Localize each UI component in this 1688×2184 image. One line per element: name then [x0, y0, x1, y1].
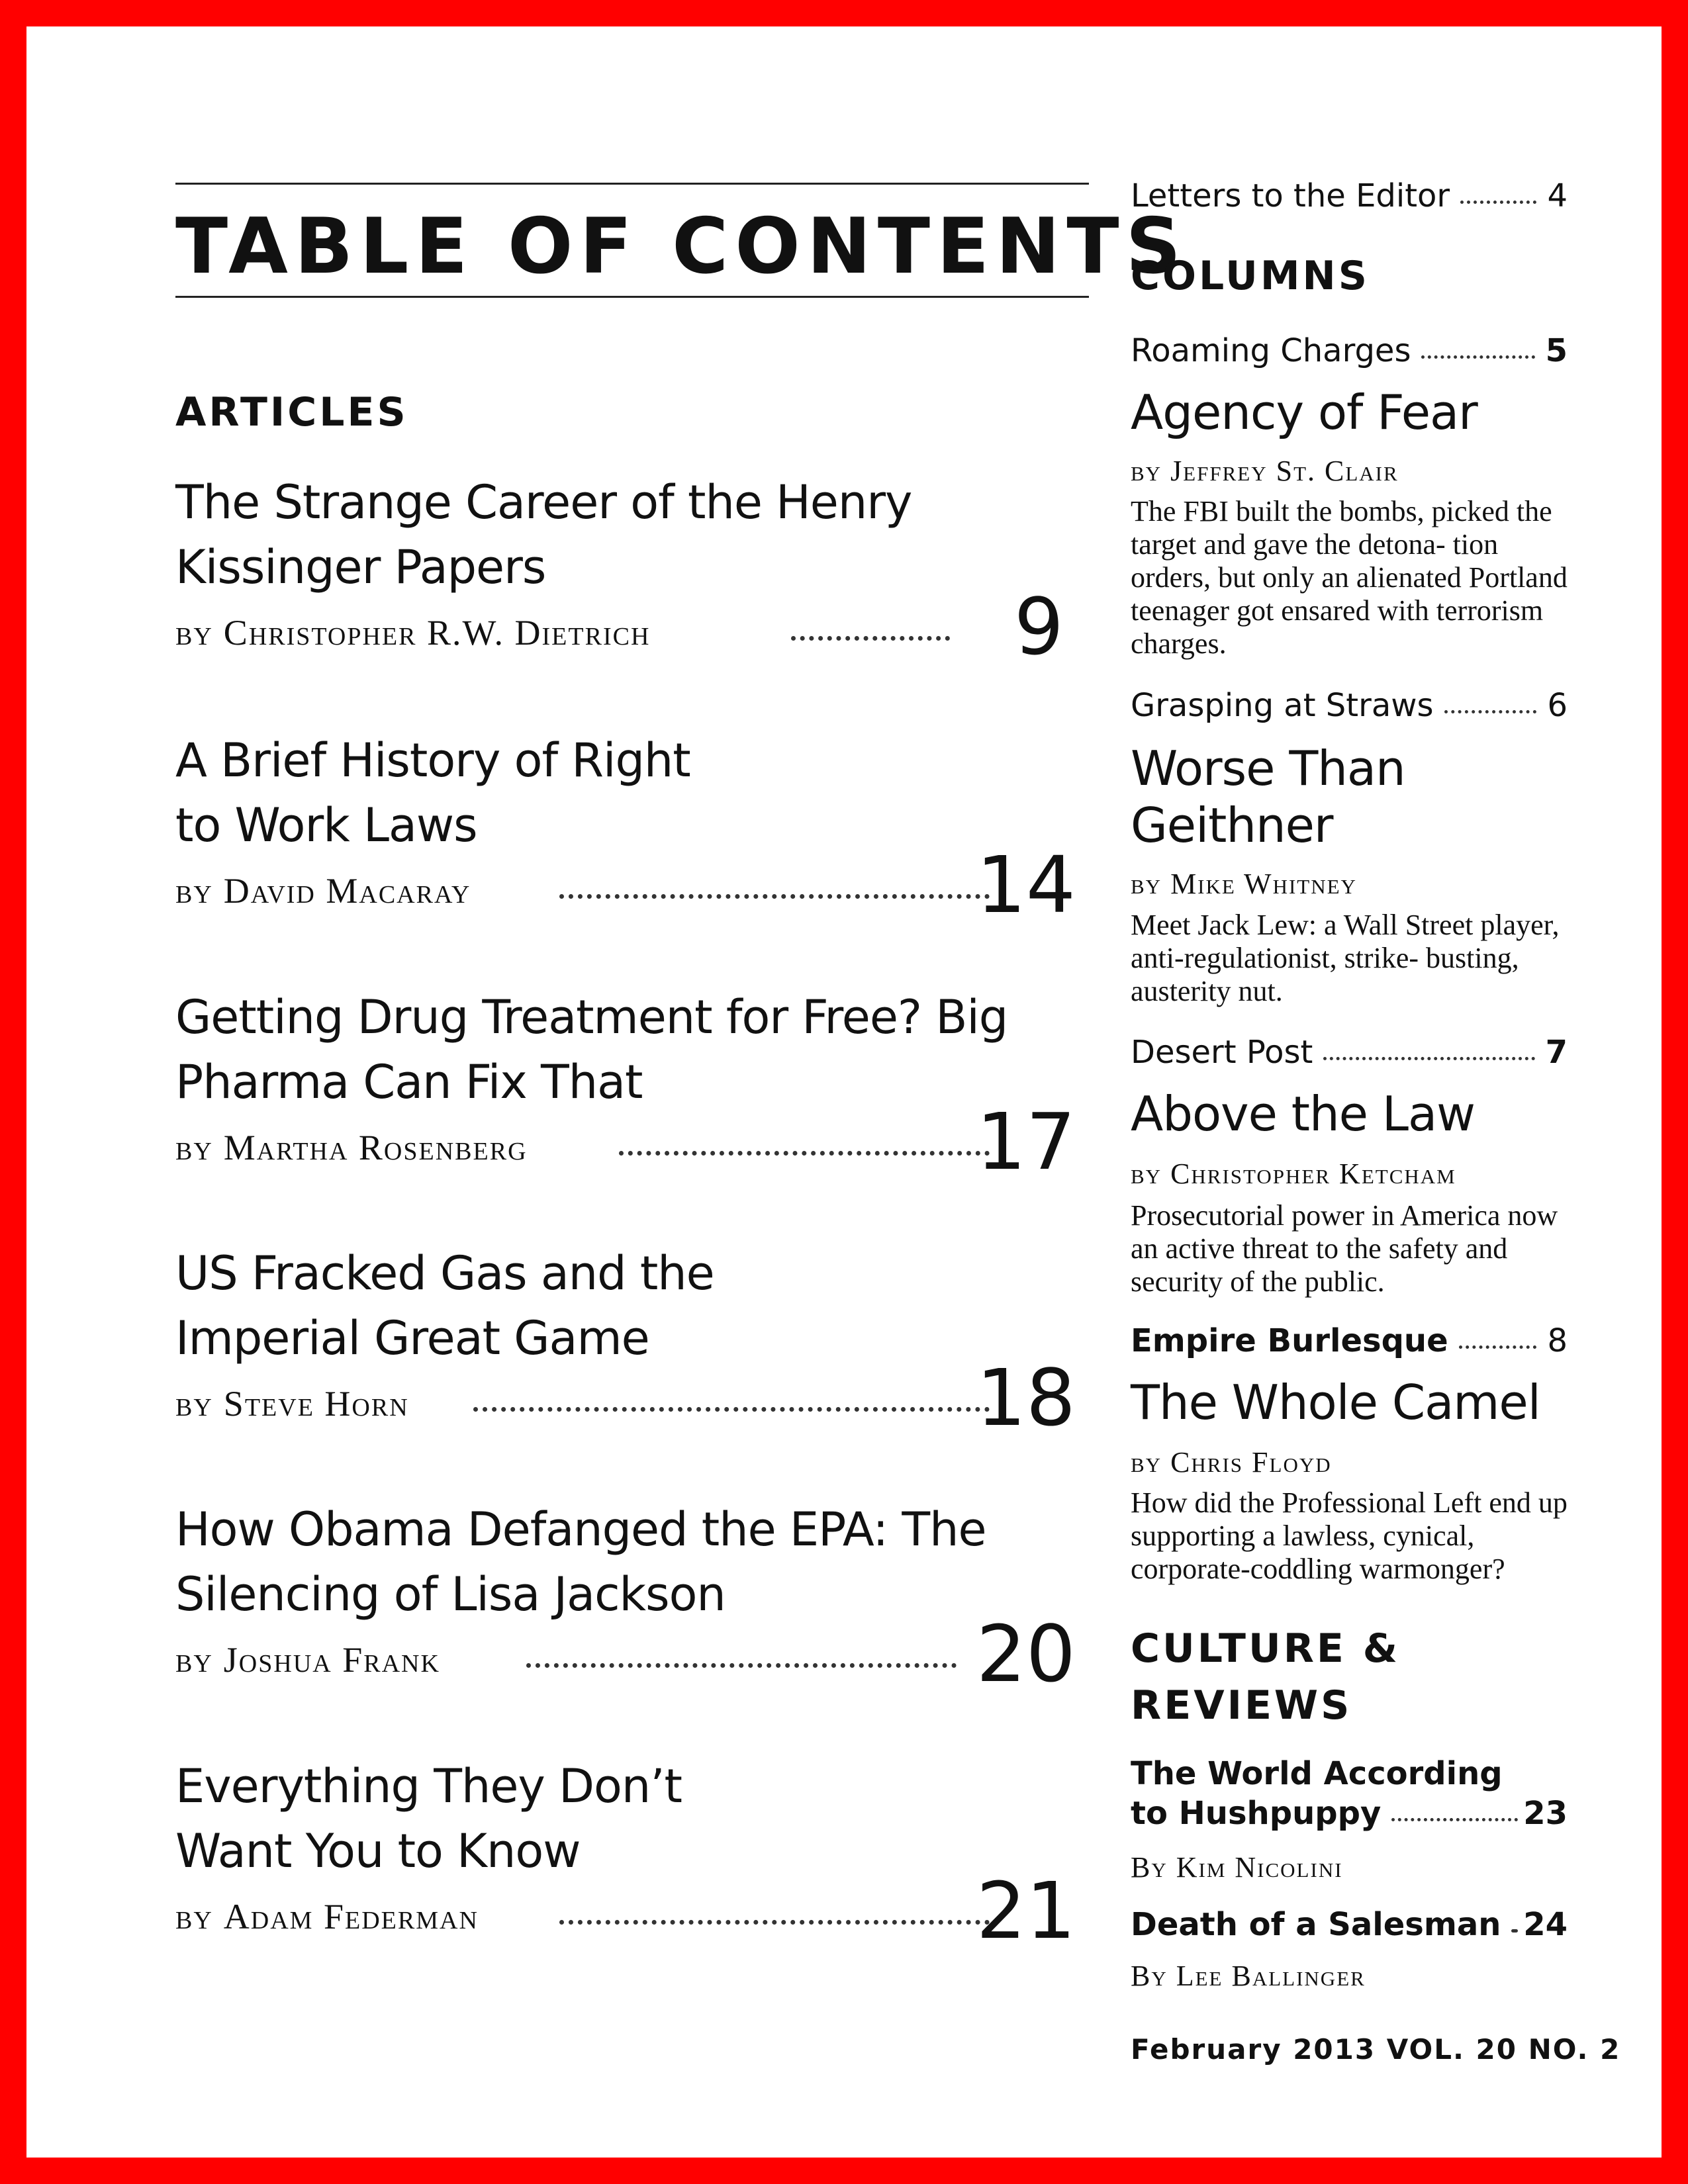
article-title[interactable]: Everything They Don’t Want You to Know [175, 1759, 682, 1878]
article-byline [175, 1896, 479, 1942]
article-title[interactable]: How Obama Defanged the EPA: The Silencing of Lisa Jackson [175, 1502, 986, 1621]
article-entry[interactable] [175, 1497, 1076, 1715]
letters-page-number: 4 [1547, 177, 1568, 214]
review-byline: By Lee Ballinger [1131, 1960, 1366, 1992]
column-byline: by Chris Floyd [1131, 1446, 1332, 1479]
article-page-number[interactable]: 14 [976, 839, 1076, 931]
column-byline: by Christopher Ketcham [1131, 1158, 1456, 1190]
column-title[interactable]: Above the Law [1131, 1086, 1475, 1142]
article-entry[interactable] [175, 1754, 1076, 1972]
leader-dots [791, 632, 950, 641]
column-name[interactable]: Roaming Charges [1131, 332, 1411, 369]
column-title[interactable]: Agency of Fear [1131, 385, 1477, 440]
article-title[interactable]: The Strange Career of the Henry Kissinger Papers [175, 475, 912, 594]
column-page-number: 6 [1547, 687, 1568, 724]
columns-heading: COLUMNS [1131, 253, 1370, 299]
article-entry[interactable] [175, 728, 1076, 946]
column-title[interactable]: Worse Than Geithner [1131, 741, 1405, 853]
column-name[interactable]: Desert Post [1131, 1034, 1313, 1071]
byline-prefix: by [175, 871, 213, 911]
article-author: Martha Rosenberg [223, 1128, 528, 1167]
article-page-number[interactable]: 18 [976, 1352, 1076, 1443]
column-title[interactable]: The Whole Camel [1131, 1375, 1540, 1430]
article-byline [175, 1383, 409, 1430]
article-author: Christopher R.W. Dietrich [223, 613, 651, 653]
article-entry[interactable] [175, 470, 1076, 688]
page-title: TABLE OF CONTENTS [175, 202, 1188, 291]
leader-dots [1511, 1929, 1518, 1933]
byline-prefix: by [175, 1128, 213, 1167]
byline-prefix: by [175, 1384, 213, 1424]
article-author: David Macaray [223, 871, 471, 911]
article-byline [175, 870, 471, 917]
column-entry[interactable] [1131, 1034, 1568, 1071]
article-byline [175, 1639, 440, 1686]
leader-dots [1444, 710, 1537, 713]
leader-dots [473, 1403, 990, 1412]
column-entry[interactable] [1131, 1322, 1568, 1359]
article-entry[interactable] [175, 985, 1076, 1203]
article-title[interactable]: A Brief History of Right to Work Laws [175, 733, 690, 852]
column-entry[interactable] [1131, 687, 1568, 724]
column-page-number: 5 [1545, 332, 1568, 369]
review-entry[interactable] [1131, 1795, 1568, 1832]
byline-prefix: by [175, 1897, 213, 1936]
issue-info: February 2013 VOL. 20 NO. 2 [1131, 2033, 1621, 2066]
article-page-number[interactable]: 21 [976, 1865, 1076, 1956]
article-title[interactable]: Getting Drug Treatment for Free? Big Pharma Can Fix That [175, 990, 1008, 1109]
leader-dots [1459, 1345, 1537, 1349]
review-title-line[interactable] [1131, 1755, 1568, 1792]
review-title[interactable]: The World According [1131, 1755, 1503, 1792]
article-author: Adam Federman [223, 1897, 479, 1936]
review-byline: By Kim Nicolini [1131, 1851, 1343, 1884]
column-description: The FBI built the bombs, picked the target and gave the detona- tion orders, but only an alienated Portland teenager got ensared with terrorism charges. [1131, 495, 1568, 660]
review-title[interactable]: Death of a Salesman [1131, 1906, 1501, 1943]
article-page-number[interactable]: 17 [976, 1096, 1076, 1187]
article-author: Joshua Frank [223, 1640, 440, 1680]
article-author: Steve Horn [223, 1384, 409, 1424]
leader-dots [559, 1916, 990, 1925]
article-byline [175, 1127, 528, 1173]
toc-title-block [175, 183, 1188, 298]
article-title[interactable]: US Fracked Gas and the Imperial Great Game [175, 1246, 714, 1365]
review-page-number: 23 [1523, 1795, 1568, 1832]
column-entry[interactable] [1131, 332, 1568, 369]
leader-dots [619, 1147, 990, 1156]
leader-dots [526, 1659, 957, 1668]
byline-prefix: by [175, 1640, 213, 1680]
article-page-number[interactable]: 20 [976, 1608, 1076, 1700]
articles-heading: ARTICLES [175, 389, 408, 435]
leader-dots [559, 890, 990, 899]
article-entry[interactable] [175, 1241, 1076, 1459]
article-byline [175, 612, 650, 659]
byline-prefix: by [175, 613, 213, 653]
letters-entry[interactable] [1131, 177, 1568, 214]
leader-dots [1323, 1057, 1534, 1060]
column-name[interactable]: Grasping at Straws [1131, 687, 1434, 724]
column-description: Meet Jack Lew: a Wall Street player, anti-regulationist, strike- busting, austerity nut. [1131, 909, 1560, 1007]
column-byline: by Jeffrey St. Clair [1131, 455, 1399, 487]
column-description: Prosecutorial power in America now an active threat to the safety and security of the public. [1131, 1199, 1558, 1298]
letters-label[interactable]: Letters to the Editor [1131, 177, 1450, 214]
leader-dots [1391, 1818, 1518, 1821]
column-page-number: 8 [1547, 1322, 1568, 1359]
article-page-number[interactable]: 9 [1013, 581, 1064, 672]
column-page-number: 7 [1545, 1034, 1568, 1071]
culture-heading: CULTURE & REVIEWS [1131, 1625, 1401, 1729]
leader-dots [1460, 201, 1536, 204]
review-entry[interactable] [1131, 1906, 1568, 1943]
leader-dots [1421, 355, 1534, 359]
review-title[interactable]: to Hushpuppy [1131, 1795, 1382, 1832]
review-page-number: 24 [1523, 1906, 1568, 1943]
column-name[interactable]: Empire Burlesque [1131, 1322, 1448, 1359]
column-description: How did the Professional Left end up supporting a lawless, cynical, corporate-coddling warmonger? [1131, 1486, 1568, 1585]
column-byline: by Mike Whitney [1131, 868, 1357, 900]
